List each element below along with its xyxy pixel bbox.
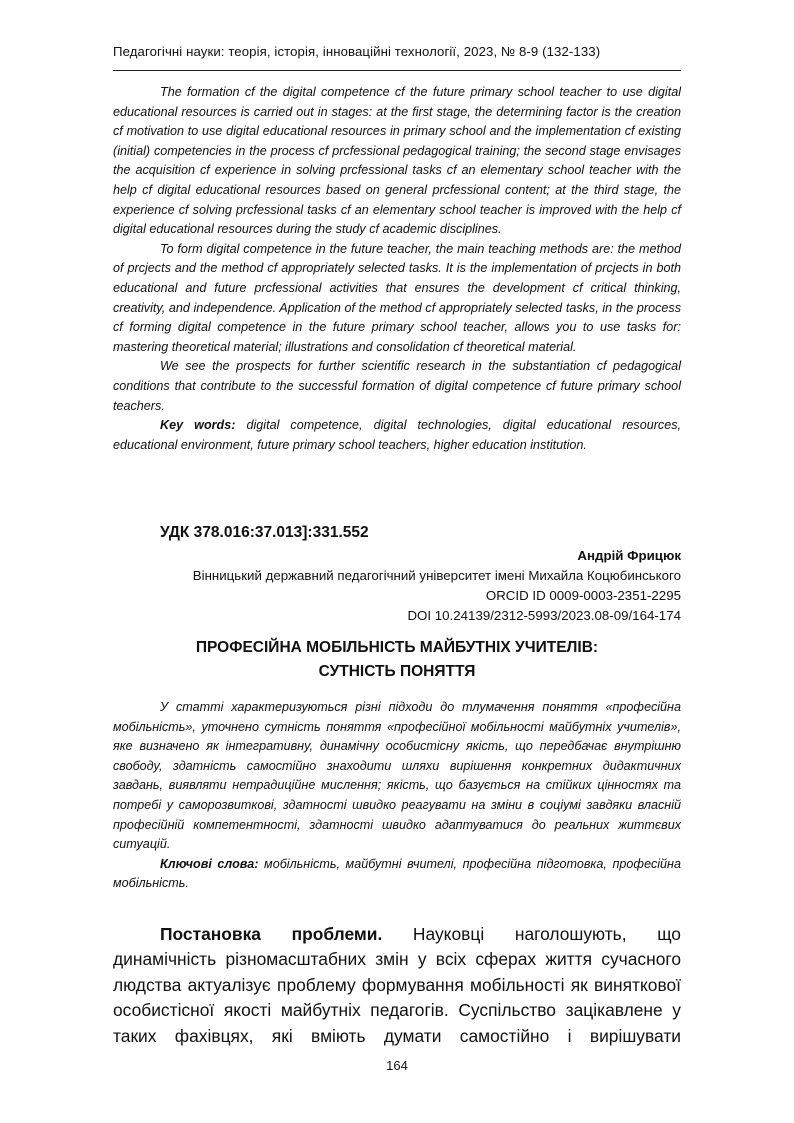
body-paragraph-text: Науковці наголошують, що динамічність різномасштабних змін у всіх сферах життя сучасного людства актуалізує проблему формування мобільності як виняткової особистісної якості майбутніх педагогів. Суспільство зацікавлене у таких фахівцях, які вміють думати самостійно і вирішувати xyxy=(113,924,681,1046)
keywords-label: Key words: xyxy=(160,418,236,433)
keywords-text: digital competence, digital technologies, digital educational resources, educational environment, future primary school teachers, higher education institution. xyxy=(113,418,681,452)
abstract-paragraph: To form digital competence in the future teacher, the main teaching methods are: the method of prcjects and the method cf appropriately selected tasks. It is the implementation of prcjects in both educational and future prcfessional activities that ensures the development cf critical thinking, creativity, and independence. Application of the method cf appropriately selected tasks, in the process cf forming digital competence in the future primary school teacher, allows you to use tasks for: mastering theoretical material; illustrations and consolidation cf theoretical material. xyxy=(113,241,681,354)
section-heading: Постановка проблеми. xyxy=(160,924,383,944)
author-block xyxy=(193,546,681,626)
keywords-text: мобільність, майбутні вчителі, професійна підготовка, професійна мобільність. xyxy=(113,856,681,891)
body-paragraph xyxy=(113,922,681,1049)
body-text xyxy=(113,922,681,1049)
english-abstract xyxy=(113,83,681,455)
article-title xyxy=(113,636,681,684)
author-name: Андрій Фрицюк xyxy=(577,548,681,563)
author-orcid: ORCID ID 0009-0003-2351-2295 xyxy=(485,588,681,603)
page-number: 164 xyxy=(386,1058,408,1073)
keywords-line xyxy=(113,855,681,894)
ukrainian-abstract xyxy=(113,698,681,894)
title-line: ПРОФЕСІЙНА МОБІЛЬНІСТЬ МАЙБУТНІХ УЧИТЕЛІВ: xyxy=(195,639,599,656)
abstract-paragraph: We see the prospects for further scientific research in the substantiation cf pedagogical conditions that contribute to the successful formation of digital competence cf future primary school teachers. xyxy=(113,359,681,413)
article-doi: DOI 10.24139/2312-5993/2023.08-09/164-174 xyxy=(407,608,681,623)
udk-code: УДК 378.016:37.013]:331.552 xyxy=(160,524,369,541)
keywords-label: Ключові слова: xyxy=(160,856,259,871)
title-line: СУТНІСТЬ ПОНЯТТЯ xyxy=(318,663,476,680)
abstract-paragraph: The formation cf the digital competence cf the future primary school teacher to use digital educational resources is carried out in stages: at the first stage, the determining factor is the creation cf motivation to use digital educational resources in primary school and the implementation cf existing (initial) competencies in the process cf prcfessional pedagogical training; the second stage envisages the acquisition cf experience in solving prcfessional tasks cf an elementary school teacher with the help cf digital educational resources based on general prcfessional content; at the third stage, the experience cf solving prcfessional tasks cf an elementary school teacher is improved with the help cf digital educational resources during the study cf academic disciplines. xyxy=(113,85,681,237)
author-affiliation: Вінницький державний педагогічний університет імені Михайла Коцюбинського xyxy=(192,568,681,583)
header-divider xyxy=(113,70,681,71)
running-header: Педагогічні науки: теорія, історія, інноваційні технології, 2023, № 8-9 (132-133) xyxy=(113,44,601,59)
abstract-paragraph: У статті характеризуються різні підходи до тлумачення поняття «професійна мобільність», уточнено сутність поняття «професійної мобільності майбутніх учителів», яке визначено як інтегративну, динамічну особистісну якість, що передбачає внутрішню свободу, здатність самостійно знаходити шляхи вирішення конкретних дидактичних завдань, виявляти нетрадиційне мислення; якість, що базується на стійких цінностях та потребі у саморозвиткові, здатності швидко реагувати на зміни в соціумі завдяки власній професійній компетентності, здатності швидко адаптуватися до реальних життєвих ситуацій. xyxy=(113,700,681,852)
keywords-line xyxy=(113,416,681,455)
